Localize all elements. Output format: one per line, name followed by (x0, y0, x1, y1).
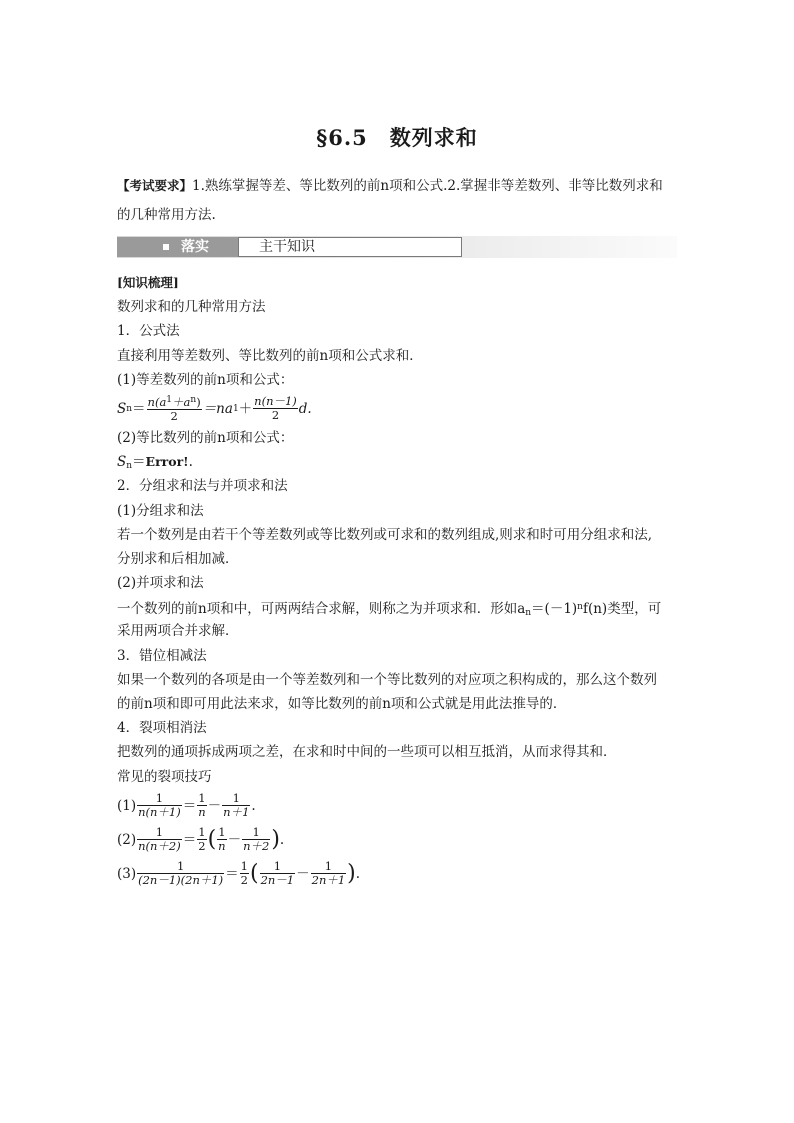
f3-c-num: 1 (240, 859, 248, 874)
frac1-sup2: n (190, 395, 197, 406)
formula-plus: ＋ (238, 400, 253, 417)
f2-a-num: 1 (218, 825, 226, 840)
f1-eq: ＝ (182, 797, 197, 814)
f3-eq: ＝ (225, 865, 239, 882)
geom-s: S (117, 454, 127, 471)
frac2-den: 2 (271, 408, 280, 423)
f2-b-num: 1 (242, 826, 270, 840)
f3-left-paren: ( (249, 860, 259, 886)
method-4-line1: 把数列的通项拆成两项之差，在求和时中间的一些项可以相互抵消，从而求得其和． (117, 744, 617, 761)
intro-text: 数列求和的几种常用方法 (117, 299, 266, 316)
section-tag: [知识梳理] (117, 275, 179, 290)
requirements-line-1: 1.熟练掌握等差、等比数列的前n项和公式.2.掌握非等差数列、非等比数列求和 (192, 178, 663, 194)
f2-c-den: 2 (198, 839, 206, 854)
method-4-heading: 4．裂项相消法 (117, 720, 207, 737)
split-formula-1 (117, 789, 687, 823)
formula-mid-sub: 1 (232, 403, 239, 414)
f1-b-num: 1 (222, 792, 250, 806)
f2-minus: － (227, 831, 242, 848)
method-3-heading: 3．错位相减法 (117, 647, 207, 664)
f3-label: (3) (117, 865, 137, 882)
f1-label: (1) (117, 797, 137, 814)
p2-line1-c: f(n)类型，可 (582, 601, 662, 618)
requirements-tag: 【考试要求】 (117, 178, 193, 193)
f3-den: (2n－1)(2n＋1) (138, 873, 224, 888)
frac1-sup1: 1 (166, 395, 173, 406)
f3-right-paren: ) (347, 860, 356, 886)
f3-num: 1 (137, 860, 224, 874)
p2-line1-b: ＝(－1) (531, 601, 578, 618)
banner-light-part (238, 237, 462, 257)
banner-right-label: 主干知识 (259, 239, 315, 255)
f1-b-den: n＋1 (223, 805, 250, 820)
section-banner (117, 236, 677, 258)
f1-den: n(n＋1) (138, 805, 181, 820)
method-1-heading: 1．公式法 (117, 323, 180, 340)
split-formula-3 (117, 857, 687, 891)
method-2-p1-line2: 分别求和后相加减． (117, 550, 239, 567)
p2-line1-a: 一个数列的前n项和中，可两两结合求解，则称之为并项求和．形如a (117, 601, 526, 618)
square-bullet-icon (163, 244, 169, 250)
geom-eq: ＝ (132, 454, 146, 471)
fraction-2 (253, 395, 298, 422)
formula-s: S (117, 400, 127, 417)
f1-num: 1 (137, 792, 182, 806)
f3-a-den: 2n－1 (260, 873, 295, 888)
fraction-1 (147, 394, 202, 423)
frac1-num: n(a (147, 395, 167, 410)
f2-label: (2) (117, 831, 137, 848)
f2-den: n(n＋2) (138, 839, 181, 854)
method-1-p2: (2)等比数列的前n项和公式： (117, 429, 294, 446)
frac1-mid: ＋a (172, 395, 191, 410)
method-2-p2-line1 (117, 595, 687, 619)
f1-minus: － (207, 797, 222, 814)
p2-line1-sub: n (525, 608, 532, 619)
f2-right-paren: ) (271, 826, 280, 852)
geom-s-sub: n (126, 461, 133, 472)
arithmetic-sum-formula: S n ＝ $\frac{n(a^1+a^n)}{2}$ ＝na 1 ＋ $\frac{n(n-1)}{2}$ d. (117, 392, 687, 426)
geometric-sum-formula (117, 450, 687, 474)
f1-end: . (251, 797, 256, 814)
formula-mid: ＝na (202, 400, 233, 417)
f3-c-den: 2 (240, 873, 248, 888)
f2-end: . (279, 831, 285, 848)
banner-left-label: 落实 (181, 239, 209, 255)
method-3-line2: 的前n项和即可用此法来求，如等比数列的前n项和公式就是用此法推导的． (117, 696, 567, 712)
method-4-tips: 常见的裂项技巧 (117, 768, 212, 785)
f3-minus: － (296, 865, 310, 882)
frac1-den: 2 (170, 409, 178, 424)
f3-end: . (355, 865, 361, 882)
method-3-line1: 如果一个数列的各项是由一个等差数列和一个等比数列的对应项之积构成的，那么这个数列 (117, 671, 657, 688)
method-2-p1-line1: 若一个数列是由若干个等差数列或等比数列或可求和的数列组成,则求和时可用分组求和法, (117, 526, 653, 543)
formula-s-sub: n (126, 403, 133, 414)
exam-requirements (117, 171, 683, 230)
f2-b-den: n＋2 (243, 839, 270, 854)
method-2-heading: 2．分组求和法与并项求和法 (117, 478, 288, 495)
geom-error-text: Error! (145, 454, 189, 470)
banner-dark-part (117, 237, 238, 257)
method-2-p2-line2: 采用两项合并求解． (117, 623, 239, 640)
f2-c-num: 1 (198, 825, 206, 840)
split-formula-2 (117, 823, 687, 857)
f2-eq: ＝ (182, 831, 197, 848)
f3-b-num: 1 (311, 860, 347, 874)
f2-left-paren: ( (207, 826, 217, 852)
method-2-p1: (1)分组求和法 (117, 502, 204, 519)
page-title: §6.5 数列求和 (316, 125, 478, 150)
frac1-end: ) (196, 395, 201, 410)
knowledge-body (117, 271, 687, 891)
f1-a-num: 1 (198, 791, 206, 806)
frac2-num: n(n－1) (254, 394, 297, 409)
f3-b-den: 2n＋1 (311, 873, 346, 888)
f2-num: 1 (137, 826, 182, 840)
f3-a-num: 1 (260, 860, 296, 874)
requirements-line-2: 的几种常用方法. (117, 207, 216, 223)
method-2-p2: (2)并项求和法 (117, 575, 204, 592)
method-1-p1: (1)等差数列的前n项和公式： (117, 371, 294, 388)
f2-a-den: n (218, 839, 226, 854)
f1-a-den: n (198, 805, 206, 820)
p2-line1-sup: n (577, 602, 583, 613)
method-1-desc: 直接利用等差数列、等比数列的前n项和公式求和． (117, 347, 423, 364)
geom-dot: . (188, 454, 193, 471)
formula-tail: d. (298, 400, 312, 417)
